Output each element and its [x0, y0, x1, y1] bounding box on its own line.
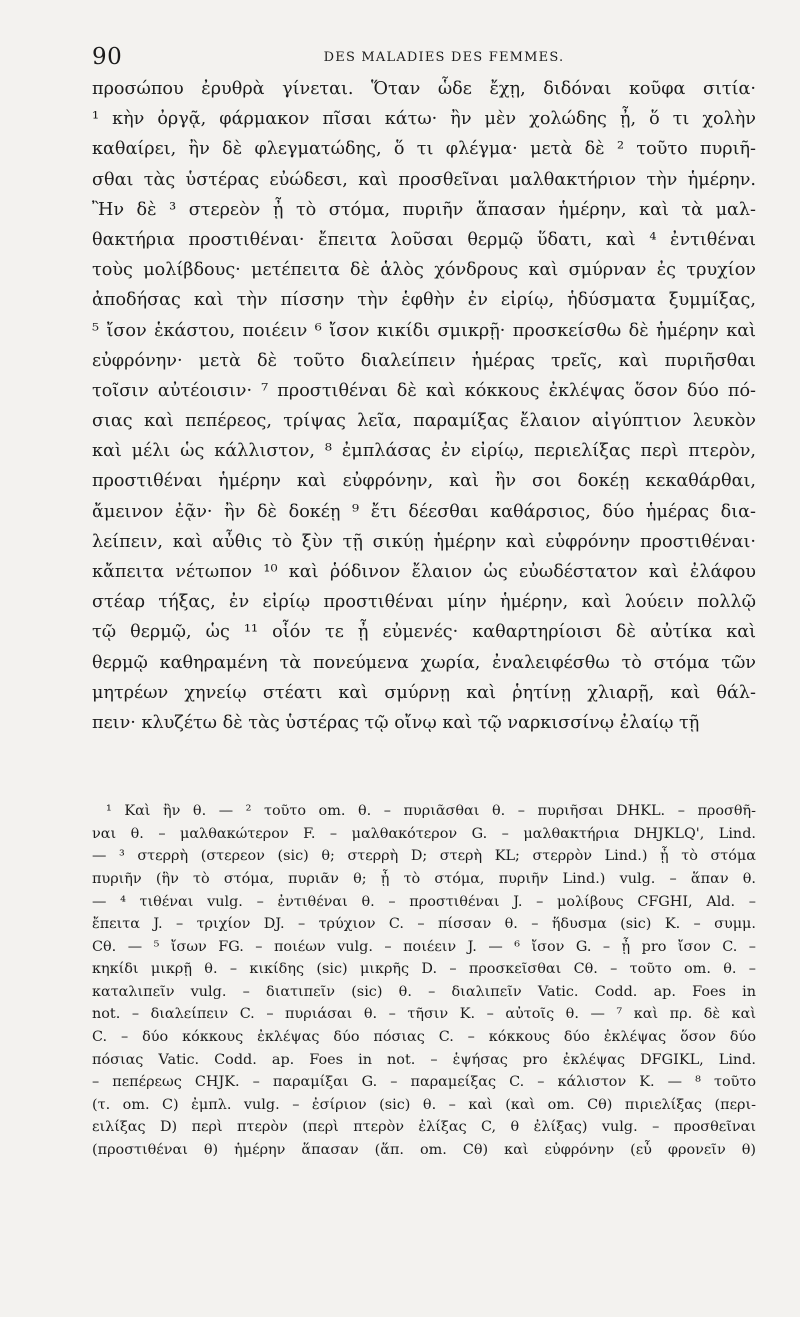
text-line: τοὺς μολίβδους· μετέπειτα δὲ ἁλὸς χόνδρους καὶ σμύρναν ἐς τρυχίον [92, 260, 756, 281]
footnote-line: – πεπέρεως CHJK. – παραμίξαι G. – παραμείξας C. – κάλιστον K. — ⁸ τοῦτο [92, 1074, 756, 1091]
main-text-block [92, 74, 756, 738]
footnote-line: κηκίδι μικρῇ θ. – κικίδης (sic) μικρῆς D. – προσκεῖσθαι Cθ. – τοῦτο om. θ. – [92, 961, 756, 978]
text-line: πειν· κλυζέτω δὲ τὰς ὑστέρας τῷ οἴνῳ καὶ τῷ ναρκισσίνῳ ἐλαίῳ τῇ [92, 712, 700, 733]
footnote-line: Cθ. — ⁵ ἴσων FG. – ποιέων vulg. – ποιέειν J. — ⁶ ἴσον G. – ᾖ pro ἴσον C. – [92, 938, 756, 955]
footnote-line: καταλιπεῖν vulg. – διατιπεῖν (sic) θ. – διαλιπεῖν Vatic. Codd. ap. Foes in [92, 983, 756, 1000]
footnote-line: ειλίξας D) περὶ πτερὸν (περὶ πτερὸν ἐλίξας C, θ ἐλίξας) vulg. – προσθεῖναι [92, 1119, 756, 1136]
text-line: Ἢν δὲ ³ στερεὸν ᾖ τὸ στόμα, πυριῆν ἅπασαν ἡμέρην, καὶ τὰ μαλ- [92, 199, 756, 220]
text-line: τοῖσιν αὐτέοισιν· ⁷ προστιθέναι δὲ καὶ κόκκους ἐκλέψας ὅσον δύο πό- [92, 380, 756, 401]
page-number: 90 [92, 44, 123, 70]
footnote-line: not. – διαλείπειν C. – πυριάσαι θ. – τῆσιν K. – αὐτοῖς θ. — ⁷ καὶ πρ. δὲ καὶ [92, 1006, 756, 1023]
text-line: προσώπου ἐρυθρὰ γίνεται. Ὅταν ὧδε ἔχῃ, διδόναι κοῦφα σιτία· [92, 79, 756, 99]
footnote-line: ¹ Καὶ ἢν θ. — ² τοῦτο om. θ. – πυριᾶσθαι θ. – πυριῆσαι DHKL. – προσθῆ- [106, 803, 756, 820]
footnote-line: (προστιθέναι θ) ἡμέρην ἅπασαν (ἅπ. om. Cθ) καὶ εὐφρόνην (εὖ φρονεῖν θ) [92, 1142, 756, 1159]
text-line: σθαι τὰς ὑστέρας εὐώδεσι, καὶ προσθεῖναι μαλθακτήριον τὴν ἡμέρην. [92, 169, 756, 190]
text-line: εὐφρόνην· μετὰ δὲ τοῦτο διαλείπειν ἡμέρας τρεῖς, καὶ πυριῆσθαι [92, 350, 756, 371]
footnotes-block [92, 800, 756, 1162]
text-line: προστιθέναι ἡμέρην καὶ εὐφρόνην, καὶ ἢν σοι δοκέῃ κεκαθάρθαι, [92, 471, 756, 492]
text-line: ⁵ ἴσον ἑκάστου, ποιέειν ⁶ ἴσον κικίδι σμικρῇ· προσκείσθω δὲ ἡμέρην καὶ [92, 320, 756, 341]
text-line: ἀποδήσας καὶ τὴν πίσσην τὴν ἑφθὴν ἐν εἰρίῳ, ἡδύσματα ξυμμίξας, [92, 290, 756, 311]
footnote-line: C. – δύο κόκκους ἐκλέψας δύο πόσιας C. – κόκκους δύο ἐκλέψας ὅσον δύο [92, 1029, 756, 1046]
text-line: θερμῷ καθηραμένη τὰ πονεύμενα χωρία, ἐναλειφέσθω τὸ στόμα τῶν [92, 652, 756, 673]
text-line: σιας καὶ πεπέρεος, τρίψας λεῖα, παραμίξας ἔλαιον αἰγύπτιον λευκὸν [92, 411, 756, 432]
text-line: κἄπειτα νέτωπον ¹⁰ καὶ ῥόδινον ἔλαιον ὡς εὐωδέστατον καὶ ἐλάφου [92, 562, 756, 582]
text-line: λείπειν, καὶ αὖθις τὸ ξὺν τῇ σικύῃ ἡμέρην καὶ εὐφρόνην προστιθέναι· [92, 531, 756, 552]
footnote-line: πυριῆν (ἣν τὸ στόμα, πυριᾶν θ; ᾖ τὸ στόμα, πυριῆν Lind.) vulg. – ἅπαν θ. [92, 870, 756, 887]
text-line: στέαρ τήξας, ἐν εἰρίῳ προστιθέναι μίην ἡμέρην, καὶ λούειν πολλῷ [92, 592, 756, 613]
text-line: ¹ κὴν ὀργᾷ, φάρμακον πῖσαι κάτω· ἢν μὲν χολώδης ᾖ, ὅ τι χολὴν [92, 109, 756, 130]
footnote-line: ἔπειτα J. – τριχίον DJ. – τρύχιον C. – πίσσαν θ. – ἥδυσμα (sic) K. – συμμ. [92, 916, 756, 933]
footnote-line: — ³ στερρὴ (στερεον (sic) θ; στερρὴ D; στερὴ KL; στερρὸν Lind.) ᾖ τὸ στόμα [92, 848, 756, 865]
running-head [92, 44, 756, 68]
footnote-line: (τ. om. C) ἐμπλ. vulg. – ἐσίριον (sic) θ. – καὶ (καὶ om. Cθ) πιριελίξας (περι- [92, 1096, 756, 1113]
footnote-line: ναι θ. – μαλθακώτερον F. – μαλθακότερον G. – μαλθακτήρια DHJKLQ', Lind. [92, 825, 756, 842]
text-line: τῷ θερμῷ, ὡς ¹¹ οἷόν τε ᾖ εὐμενές· καθαρτηρίοισι δὲ αὐτίκα καὶ [92, 622, 756, 643]
text-line: μητρέων χηνείῳ στέατι καὶ σμύρνῃ καὶ ῥητίνῃ χλιαρῇ, καὶ θάλ- [92, 682, 756, 703]
running-title: DES MALADIES DES FEMMES. [323, 50, 565, 65]
text-line: ἄμεινον ἐᾷν· ἢν δὲ δοκέῃ ⁹ ἔτι δέεσθαι καθάρσιος, δύο ἡμέρας δια- [92, 501, 756, 522]
text-line: θακτήρια προστιθέναι· ἔπειτα λοῦσαι θερμῷ ὕδατι, καὶ ⁴ ἐντιθέναι [92, 229, 756, 250]
text-line: καθαίρει, ἢν δὲ φλεγματώδης, ὅ τι φλέγμα· μετὰ δὲ ² τοῦτο πυριῆ- [92, 139, 756, 160]
text-line: καὶ μέλι ὡς κάλλιστον, ⁸ ἐμπλάσας ἐν εἰρίῳ, περιελίξας περὶ πτερὸν, [92, 441, 756, 462]
footnote-line: — ⁴ τιθέναι vulg. – ἐντιθέναι θ. – προστιθέναι J. – μολίβους CFGHI, Ald. – [92, 893, 756, 910]
footnote-line: πόσιας Vatic. Codd. ap. Foes in not. – ἑψήσας pro ἐκλέψας DFGIKL, Lind. [92, 1051, 756, 1068]
